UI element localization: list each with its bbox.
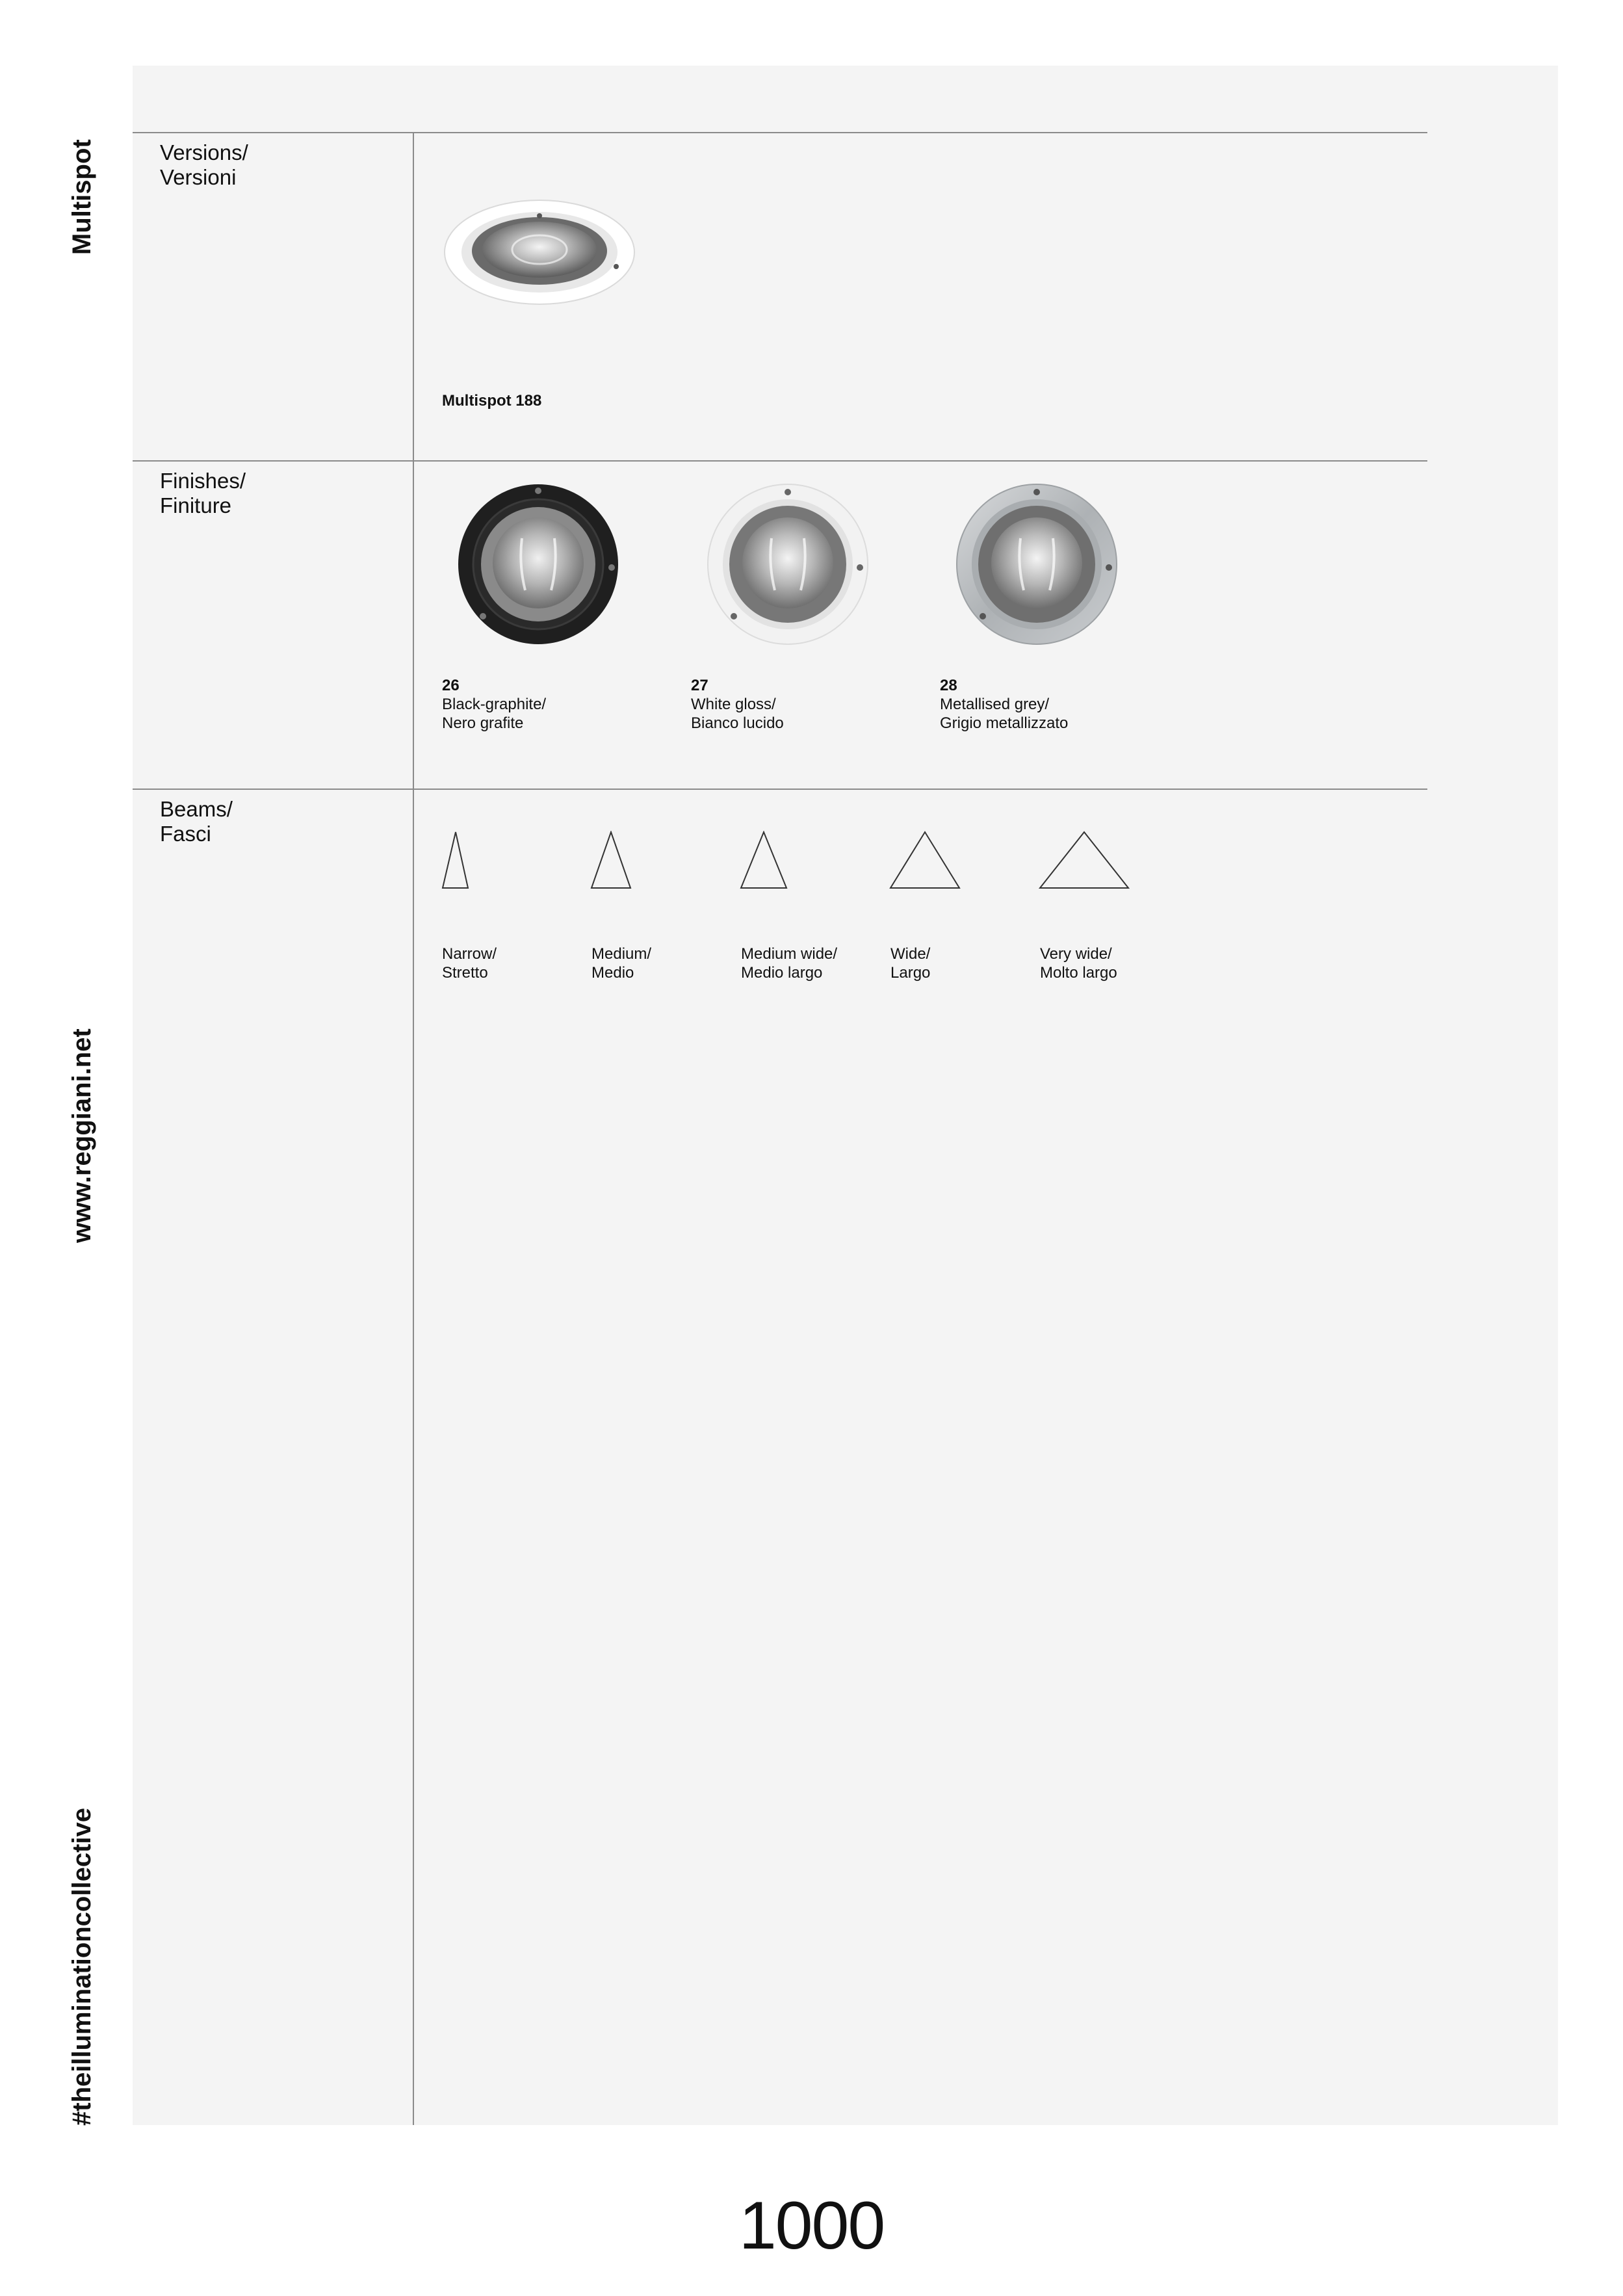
version-name: Multispot 188 [442,392,542,410]
finish-26-caption [442,676,546,733]
finish-27-code: 27 [691,677,708,694]
finish-27-image [707,483,869,646]
finish-28-name-en: Metallised grey/ [940,696,1050,713]
multispot-188-image [442,196,637,307]
sidebar-hashtag: #theilluminationcollective [68,1807,96,2126]
beams-title: Beams/ Fasci [160,797,233,846]
beam-medium-icon [590,831,632,889]
finish-27-name-en: White gloss/ [691,696,776,713]
beam-narrow-caption: Narrow/ Stretto [442,945,497,982]
divider-finishes [133,460,1427,462]
beam-medium-wide-caption: Medium wide/ Medio largo [741,945,838,982]
divider-beams [133,789,1427,790]
finishes-title: Finishes/ Finiture [160,469,246,517]
finish-28-code: 28 [940,677,957,694]
finish-28-caption [940,676,1068,733]
finish-28-name-it: Grigio metallizzato [940,714,1069,732]
beam-medium-wide-icon [739,831,788,889]
beam-very-wide-icon [1038,831,1130,889]
sidebar-website: www.reggiani.net [68,1028,96,1243]
content-panel [133,66,1558,2125]
beam-very-wide-caption: Very wide/ Molto largo [1040,945,1117,982]
page-number: 1000 [738,2188,885,2263]
sidebar-product-name: Multispot [68,139,96,255]
finish-26-name-it: Nero grafite [442,714,524,732]
finish-26-image [457,483,619,646]
finish-27-caption [691,676,784,733]
finish-28-image [955,483,1118,646]
divider-top [133,132,1427,133]
versions-title: Versions/ Versioni [160,140,248,189]
beam-wide-caption: Wide/ Largo [890,945,931,982]
beam-medium-caption: Medium/ Medio [591,945,652,982]
finish-27-name-it: Bianco lucido [691,714,784,732]
column-divider [413,133,414,2125]
finish-26-name-en: Black-graphite/ [442,696,547,713]
beam-wide-icon [889,831,961,889]
finish-26-code: 26 [442,677,460,694]
beam-narrow-icon [441,831,471,889]
